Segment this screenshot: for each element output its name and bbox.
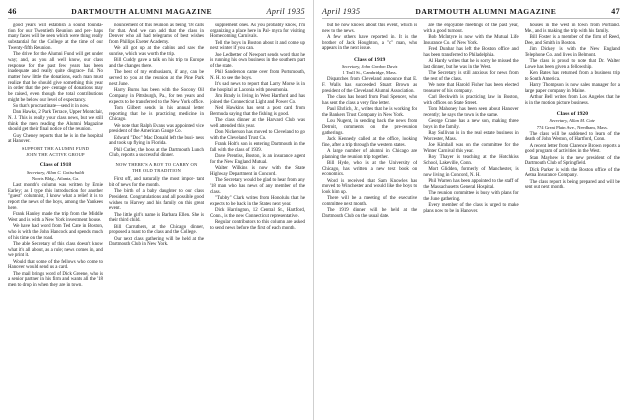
body-paragraph: So that's procrastinate—send it in now.	[13, 104, 90, 110]
notice-line: SUPPORT THE ALUMNI FUND	[21, 145, 90, 151]
page-number: 46	[8, 7, 17, 16]
body-paragraph: The Secretary is still anxious for news from the rest of the class.	[423, 71, 519, 82]
body-paragraph: Tom Mahoney has been seen about Hanover recently; he says the town is the same.	[423, 107, 519, 118]
body-paragraph: Ray Sullivan is in the real estate business in Worcester, Mass.	[423, 131, 519, 142]
body-paragraph: Harry Burns has been with the Socony Oil Company in Pittsburgh, Pa., for ten years and expects to be transferred to the New York office.	[109, 88, 204, 105]
body-paragraph: First off, and naturally the most impor- tant bit of news for the month.	[109, 177, 204, 188]
body-paragraph: Phil Cutler, the boss at the Dartmouth Lunch Club, reports a successful dinner.	[109, 147, 204, 159]
class-heading: Class of 1918	[39, 162, 72, 169]
body-paragraph: The class will be saddened to learn of the death of John Weston, of Hartford, Conn.	[524, 131, 620, 143]
body-paragraph: The best of my enthusiasm, if any, can be served to you at the reunion at the Pine Park next June.	[109, 70, 204, 87]
notice-line: THE OLD TRADITION	[132, 168, 181, 174]
body-paragraph: Stan Mayhew is the new president of the Dartmouth Club of Springfield.	[524, 155, 620, 167]
body-paragraph: The birth of a baby daughter to our class President. Congratulations and all possible good wishes to Harvey and his family on this great event.	[109, 189, 204, 212]
body-paragraph: Jack Kennedy called at the office, looking fine, after a trip through the western states.	[322, 136, 418, 148]
body-paragraph: Jim Dickey is with the New England Telephone Co. and lives in Belmont.	[524, 47, 620, 58]
body-paragraph: The able Secretary of this class doesn't know what it's all about, as a rule; news comes in, and we print it.	[8, 241, 103, 259]
running-head	[8, 7, 305, 19]
text-column	[8, 23, 103, 419]
body-paragraph: Every member of the class is urged to make plans now to be in Hanover.	[423, 203, 519, 214]
body-paragraph: Jim Brady is living in West Hartford and has joined the Connecticut Light and Power Co.	[210, 94, 305, 106]
body-paragraph: Frank Holt's son is entering Dartmouth in the fall with the class of 1939.	[210, 142, 305, 154]
body-paragraph: The class dinner at the Harvard Club was well attended this year.	[210, 118, 305, 130]
body-paragraph: Our next class gathering will be held at the Dartmouth Club in New York.	[109, 236, 204, 248]
body-paragraph: Bill Cuddy gave a talk on his trip to Europe and the changes there.	[109, 58, 204, 70]
body-paragraph: Don Nickerson has moved to Cleveland to go with the Cleveland Trust Co.	[210, 130, 305, 142]
body-paragraph: Bill Carruthers, at the Chicago dinner, proposed a toast to the class and the College.	[109, 224, 204, 236]
class-secretary: Secretary, Allan C. Gottschaldt	[26, 169, 85, 175]
body-paragraph: Dispatches from Cleveland announce that E. F. Walls has succeeded Stuart Brown as president of the Cleveland Alumni Association.	[322, 77, 418, 94]
notice-line: NOW THERE'S A BOY TO CARRY ON	[115, 162, 198, 168]
secretary-address: 774 Great Plain Ave., Needham, Mass.	[536, 124, 608, 130]
body-paragraph: We note that Ralph Evans was appointed vice president of the American Gauge Co.	[109, 123, 204, 135]
body-paragraph: Carl Beckwith is practicing law in Boston, with offices on State Street.	[423, 95, 519, 106]
text-column	[109, 23, 204, 419]
body-paragraph: Lou Nugent, in sending back the news from Detroit, comments on the pre-reunion gatherings.	[322, 119, 418, 136]
body-paragraph: Dick Harrington, 12 Central St., Hartford, Conn., is the new Connecticut representative.	[210, 208, 305, 219]
body-paragraph: Paul Ehrlich, Jr., writes that he is working for the Bankers Trust Company in New York.	[322, 107, 418, 118]
right-page	[314, 0, 628, 420]
body-paragraph: Bill Foster is a member of the firm of Reed, Dee, and Smith in Boston.	[524, 35, 620, 46]
body-paragraph: Fred Dunbar has left the Boston office and has been transferred to Philadelphia.	[423, 47, 519, 58]
body-paragraph: Tell the boys in Boston about it and come up next winter if you can.	[210, 40, 305, 52]
body-paragraph: Ken Bates has returned from a business trip to South America.	[524, 71, 620, 82]
text-column	[322, 23, 417, 419]
body-paragraph: We all got up at the cabins and saw the sunrise, which was worth the trip.	[109, 46, 204, 58]
secretary-address: Norris Bldg., Atlanta, Ga.	[31, 175, 80, 181]
body-paragraph: Dan Hawks, 2 Park Terrace, Upper Montclair, N. J. This is really your class news, but we still think the men reading the Alumni Magazine should get their final notice of the reunion.	[8, 110, 103, 133]
notice-line: JOIN THE ACTIVE GROUP	[26, 152, 85, 158]
class-secretary: Secretary, Allan M. Cate	[549, 118, 595, 124]
body-paragraph: Dick Parker is with the Boston office of the Aetna Insurance Company.	[524, 167, 620, 179]
running-head	[322, 7, 620, 19]
body-paragraph: good years will establish a sound founda- tion for our Twentieth Reunion and per- haps many faces will be seen which were thing really substantial for the College at the time of our Twenty-fifth Reunion.	[8, 23, 103, 51]
body-paragraph: Guy Cheney reports that he is in the hospital at Hanover.	[8, 133, 103, 145]
body-paragraph: We note that Harold Fisher has been elected treasurer of his company.	[423, 83, 519, 94]
body-paragraph: Word is received that Sam Knowles has moved to Winchester and would like the boys to look him up.	[322, 178, 418, 195]
class-heading: Class of 1919	[353, 56, 386, 63]
body-paragraph: Regular contributors to this column are asked to send news before the first of each month.	[210, 220, 305, 231]
spacer	[525, 107, 620, 109]
page-number: 47	[611, 7, 620, 16]
spacer	[322, 53, 417, 55]
body-paragraph: houses in the west in town from Portland. Me., and is making the trip with his family.	[524, 23, 620, 34]
body-paragraph: Phil Warren has been appointed to the staff of the Massachusetts General Hospital.	[423, 179, 519, 190]
body-paragraph: Bill Hyde, who is at the University of Chicago, has written a new text book on economics.	[322, 160, 418, 178]
body-paragraph: The reunion committee is busy with plans for the June gathering.	[423, 191, 519, 202]
body-paragraph: A few others have reported in. It is the brother of Jack Houghton, a "c" man, who appears in the next issue.	[322, 35, 418, 52]
body-paragraph: Ned Hawkins has sent a post card from Bermuda saying that the fishing is good.	[210, 106, 305, 118]
body-paragraph: The mail brings word of Dick Greene, who is a senior partner in his firm and wants all the '18 men to drop in when they are in town.	[8, 271, 103, 288]
body-paragraph: Last month's column was written by Ernie Earley; as I type this introduction for another "guest" columnist, I know what a relief it is to report the news of the boys, among the Yankees here.	[8, 183, 103, 211]
magazine-title: DARTMOUTH ALUMNI MAGAZINE	[71, 7, 213, 16]
body-paragraph: Roy Thayer is teaching at the Hotchkiss School, Lakeville, Conn.	[423, 155, 519, 166]
body-paragraph: The Secretary would be glad to hear from any '18 man who has news of any member of the class.	[210, 178, 305, 195]
class-secretary: Secretary, John Gordon Davis	[341, 63, 398, 69]
body-paragraph: are the enjoyable meetings of the past year, with a good turnout.	[423, 23, 519, 34]
body-paragraph: The class report is being prepared and will be sent out next month.	[524, 179, 620, 191]
secretary-address: 1 Trull St., Cambridge, Mass.	[342, 70, 397, 76]
body-paragraph: supplement ones. As you probably know, I'm organizing a place here in Pal- myra for visiting Homecoming Carnivals.	[210, 23, 305, 40]
class-heading: Class of 1920	[556, 111, 589, 117]
body-paragraph: Walter Wilkins is now with the State Highway Department in Concord.	[210, 166, 305, 178]
text-column	[210, 23, 305, 419]
body-paragraph: Arthur Bell writes from Los Angeles that he is in the motion picture business.	[524, 95, 620, 106]
text-columns	[322, 23, 620, 419]
body-paragraph: It's sad news to report that Larry Morse is in the hospital at Laconia with pneumonia.	[210, 82, 305, 94]
body-paragraph: The class has heard from Paul Spencer, who has sent the class a very fine letter.	[322, 95, 418, 106]
body-paragraph: Harry Thompson is now sales manager for a large paper company in Maine.	[524, 83, 620, 94]
body-paragraph: George Crane has a new son, making three boys in the family.	[423, 119, 519, 130]
body-paragraph: Dave Prentiss, Boston, is an insurance agent for the New England Mutual.	[210, 154, 305, 166]
body-paragraph: Mort Glidden, formerly of Manchester, is now living in Concord, N. H.	[423, 167, 519, 178]
body-paragraph: Edward "Doc" Mac Donald left the busi- ness and took up flying in Florida.	[109, 135, 204, 147]
body-paragraph: The 1919 dinner will be held at the Dartmouth Club on the usual date.	[322, 208, 418, 219]
body-paragraph: nouncement of this reunion as being '18 calls for that. And we can add that the class in Denver who all had telegrams of best wishes from Phillips Exeter Academy.	[109, 23, 204, 46]
body-paragraph: Would that some of the fellows who come to Hanover would send us a card.	[8, 259, 103, 271]
magazine-title: DARTMOUTH ALUMNI MAGAZINE	[415, 7, 557, 16]
body-paragraph: There will be a meeting of the executive committee next month.	[322, 196, 418, 207]
issue-date: April 1935	[266, 7, 305, 16]
text-column	[525, 23, 620, 419]
body-paragraph: We have had word from Ted Cate in Boston, who is with the John Hancock and spends much of his time on the road.	[8, 224, 103, 241]
body-paragraph: Al Hardy writes that he is sorry he missed the last dinner, but he was in the West.	[423, 59, 519, 70]
body-paragraph: Frank Hanley made the trip from the Middle West and is with a New York investment house.	[8, 212, 103, 223]
body-paragraph: "Tubby" Clark writes from Honolulu that he expects to be back in the States next year.	[210, 196, 305, 207]
body-paragraph: A large number of alumni in Chicago are planning the reunion trip together.	[322, 148, 418, 160]
body-paragraph: Tom Gilbert sends in his annual letter reporting that he is practicing medicine in Chicago.	[109, 105, 204, 123]
body-paragraph: A recent letter from Clarence Brown reports a good program of activities in the West.	[524, 143, 620, 155]
issue-date: April 1935	[322, 7, 361, 16]
body-paragraph: The class is proud to note that Dr. Walter Lowe has been given a fellowship.	[524, 59, 620, 70]
text-columns	[8, 23, 305, 419]
body-paragraph: The little girl's name is Barbara Ellen. She is their third child.	[109, 212, 204, 224]
body-paragraph: Joe Ledbetter of Newport sends word that he is running his own business in the southern part of the state.	[210, 52, 305, 70]
spacer	[8, 158, 103, 160]
body-paragraph: The drive for the Alumni Fund will get under way; and, as you all well know, our class response for the past few years has been inadequate and really quite disgrace- ful. No matter how little the donations, each man must realize that he should give something this year in order that the per- centage of donations may be raised, even though the total contributions might be below our level of expectancy.	[8, 52, 103, 103]
body-paragraph: but he now knows about this event, which is new to the news.	[322, 23, 418, 34]
body-paragraph: Phil Sanderson came over from Portsmouth, N. H. to see the boys.	[210, 70, 305, 82]
body-paragraph: Joe Kimball was on the committee for the Winter Carnival this year.	[423, 143, 519, 154]
body-paragraph: Bob McIntyre is now with the Mutual Life Insurance Co. of New York.	[423, 35, 519, 46]
text-column	[423, 23, 518, 419]
